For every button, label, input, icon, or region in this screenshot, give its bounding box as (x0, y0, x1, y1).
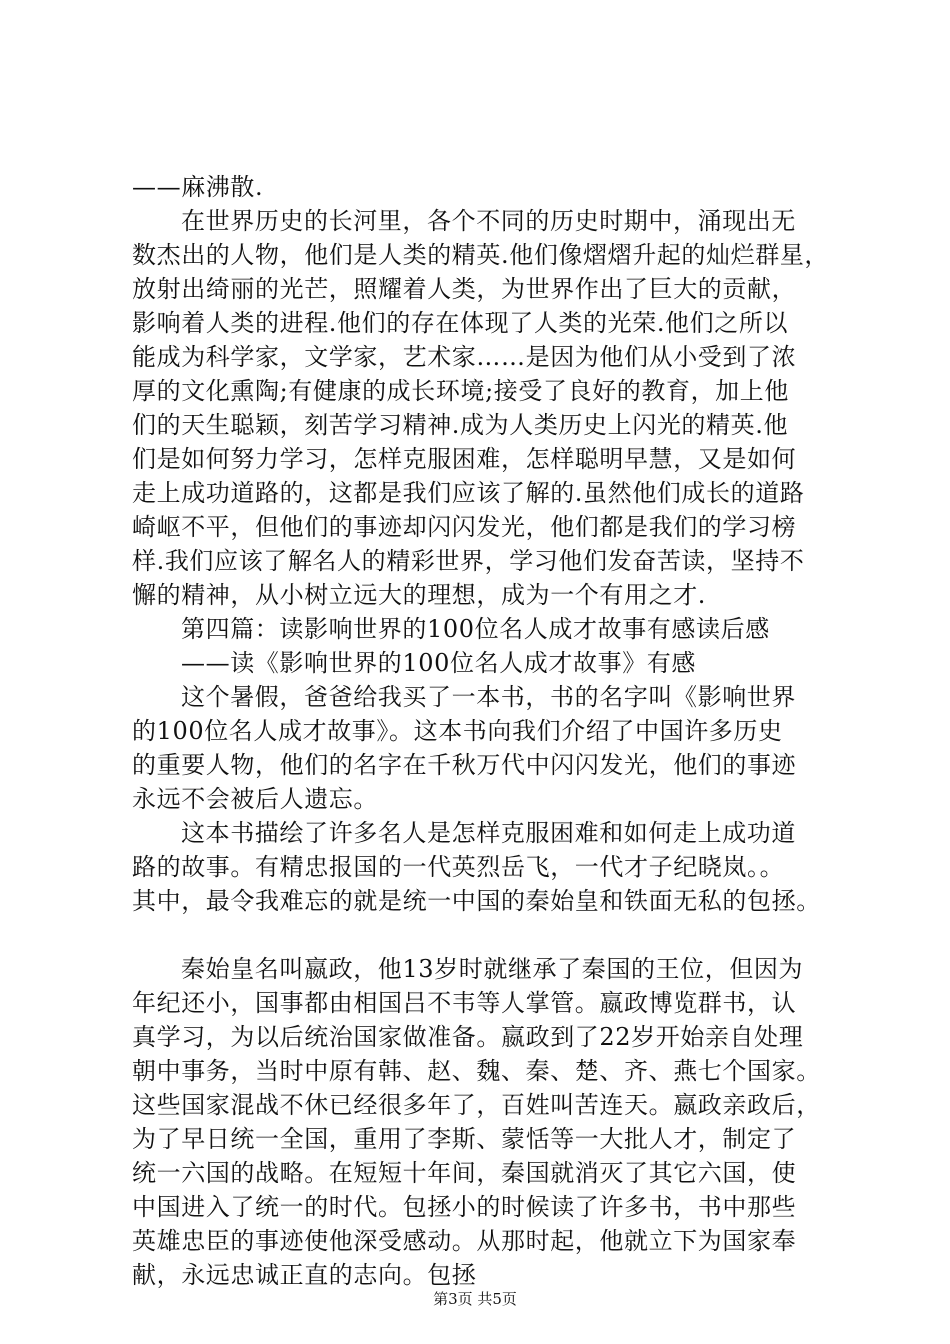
paragraph-start: 这本书描绘了许多名人是怎样克服困难和如何走上成功道 (181, 819, 796, 847)
text-line: 的100位名人成才故事》。这本书向我们介绍了中国许多历史 (132, 717, 783, 745)
text-line: 为了早日统一全国，重用了李斯、蒙恬等一大批人才，制定了 (132, 1125, 797, 1153)
text-line: 能成为科学家，文学家，艺术家……是因为他们从小受到了浓 (132, 343, 797, 371)
text-line: 年纪还小，国事都由相国吕不韦等人掌管。嬴政博览群书，认 (132, 989, 797, 1017)
text-line: 中国进入了统一的时代。包拯小的时候读了许多书，书中那些 (132, 1193, 797, 1221)
document-body (132, 170, 837, 1292)
section-heading: 第四篇：读影响世界的100位名人成才故事有感读后感 (181, 615, 770, 643)
text-line: 们的天生聪颖，刻苦学习精神.成为人类历史上闪光的精英.他 (132, 411, 789, 439)
text-line: 真学习，为以后统治国家做准备。嬴政到了22岁开始亲自处理 (132, 1023, 804, 1051)
text-line: 走上成功道路的，这都是我们应该了解的.虽然他们成长的道路 (132, 479, 805, 507)
text-line: 献，永远忠诚正直的志向。包拯 (132, 1261, 477, 1289)
text-line: ——麻沸散. (132, 173, 264, 201)
paragraph-gap (132, 918, 837, 952)
text-line: 数杰出的人物，他们是人类的精英.他们像熠熠升起的灿烂群星， (132, 241, 830, 269)
page-footer: 第3页 共5页 (433, 1290, 517, 1308)
text-line: 们是如何努力学习，怎样克服困难，怎样聪明早慧，又是如何 (132, 445, 797, 473)
text-line: 懈的精神，从小树立远大的理想，成为一个有用之才. (132, 581, 707, 609)
text-line: 厚的文化熏陶;有健康的成长环境;接受了良好的教育，加上他 (132, 377, 789, 405)
paragraph-start: 在世界历史的长河里，各个不同的历史时期中，涌现出无 (181, 207, 796, 235)
text-line: 其中，最令我难忘的就是统一中国的秦始皇和铁面无私的包拯。 (132, 887, 821, 915)
text-line: 路的故事。有精忠报国的一代英烈岳飞，一代才子纪晓岚。。 (132, 853, 785, 881)
text-line: 崎岖不平，但他们的事迹却闪闪发光，他们都是我们的学习榜 (132, 513, 797, 541)
text-line: 朝中事务，当时中原有韩、赵、魏、秦、楚、齐、燕七个国家。 (132, 1057, 821, 1085)
text-line: 统一六国的战略。在短短十年间，秦国就消灭了其它六国，使 (132, 1159, 797, 1187)
text-line: 放射出绮丽的光芒，照耀着人类，为世界作出了巨大的贡献， (132, 275, 797, 303)
text-line: 永远不会被后人遗忘。 (132, 785, 378, 813)
paragraph-start: 秦始皇名叫嬴政，他13岁时就继承了秦国的王位，但因为 (181, 955, 804, 983)
text-line: 影响着人类的进程.他们的存在体现了人类的光荣.他们之所以 (132, 309, 789, 337)
paragraph-start: 这个暑假，爸爸给我买了一本书，书的名字叫《影响世界 (181, 683, 796, 711)
text-line: 英雄忠臣的事迹使他深受感动。从那时起，他就立下为国家奉 (132, 1227, 797, 1255)
section-subheading: ——读《影响世界的100位名人成才故事》有感 (181, 649, 697, 677)
text-line: 这些国家混战不休已经很多年了，百姓叫苦连天。嬴政亲政后， (132, 1091, 821, 1119)
text-line: 样.我们应该了解名人的精彩世界，学习他们发奋苦读，坚持不 (132, 547, 805, 575)
text-line: 的重要人物，他们的名字在千秋万代中闪闪发光，他们的事迹 (132, 751, 797, 779)
